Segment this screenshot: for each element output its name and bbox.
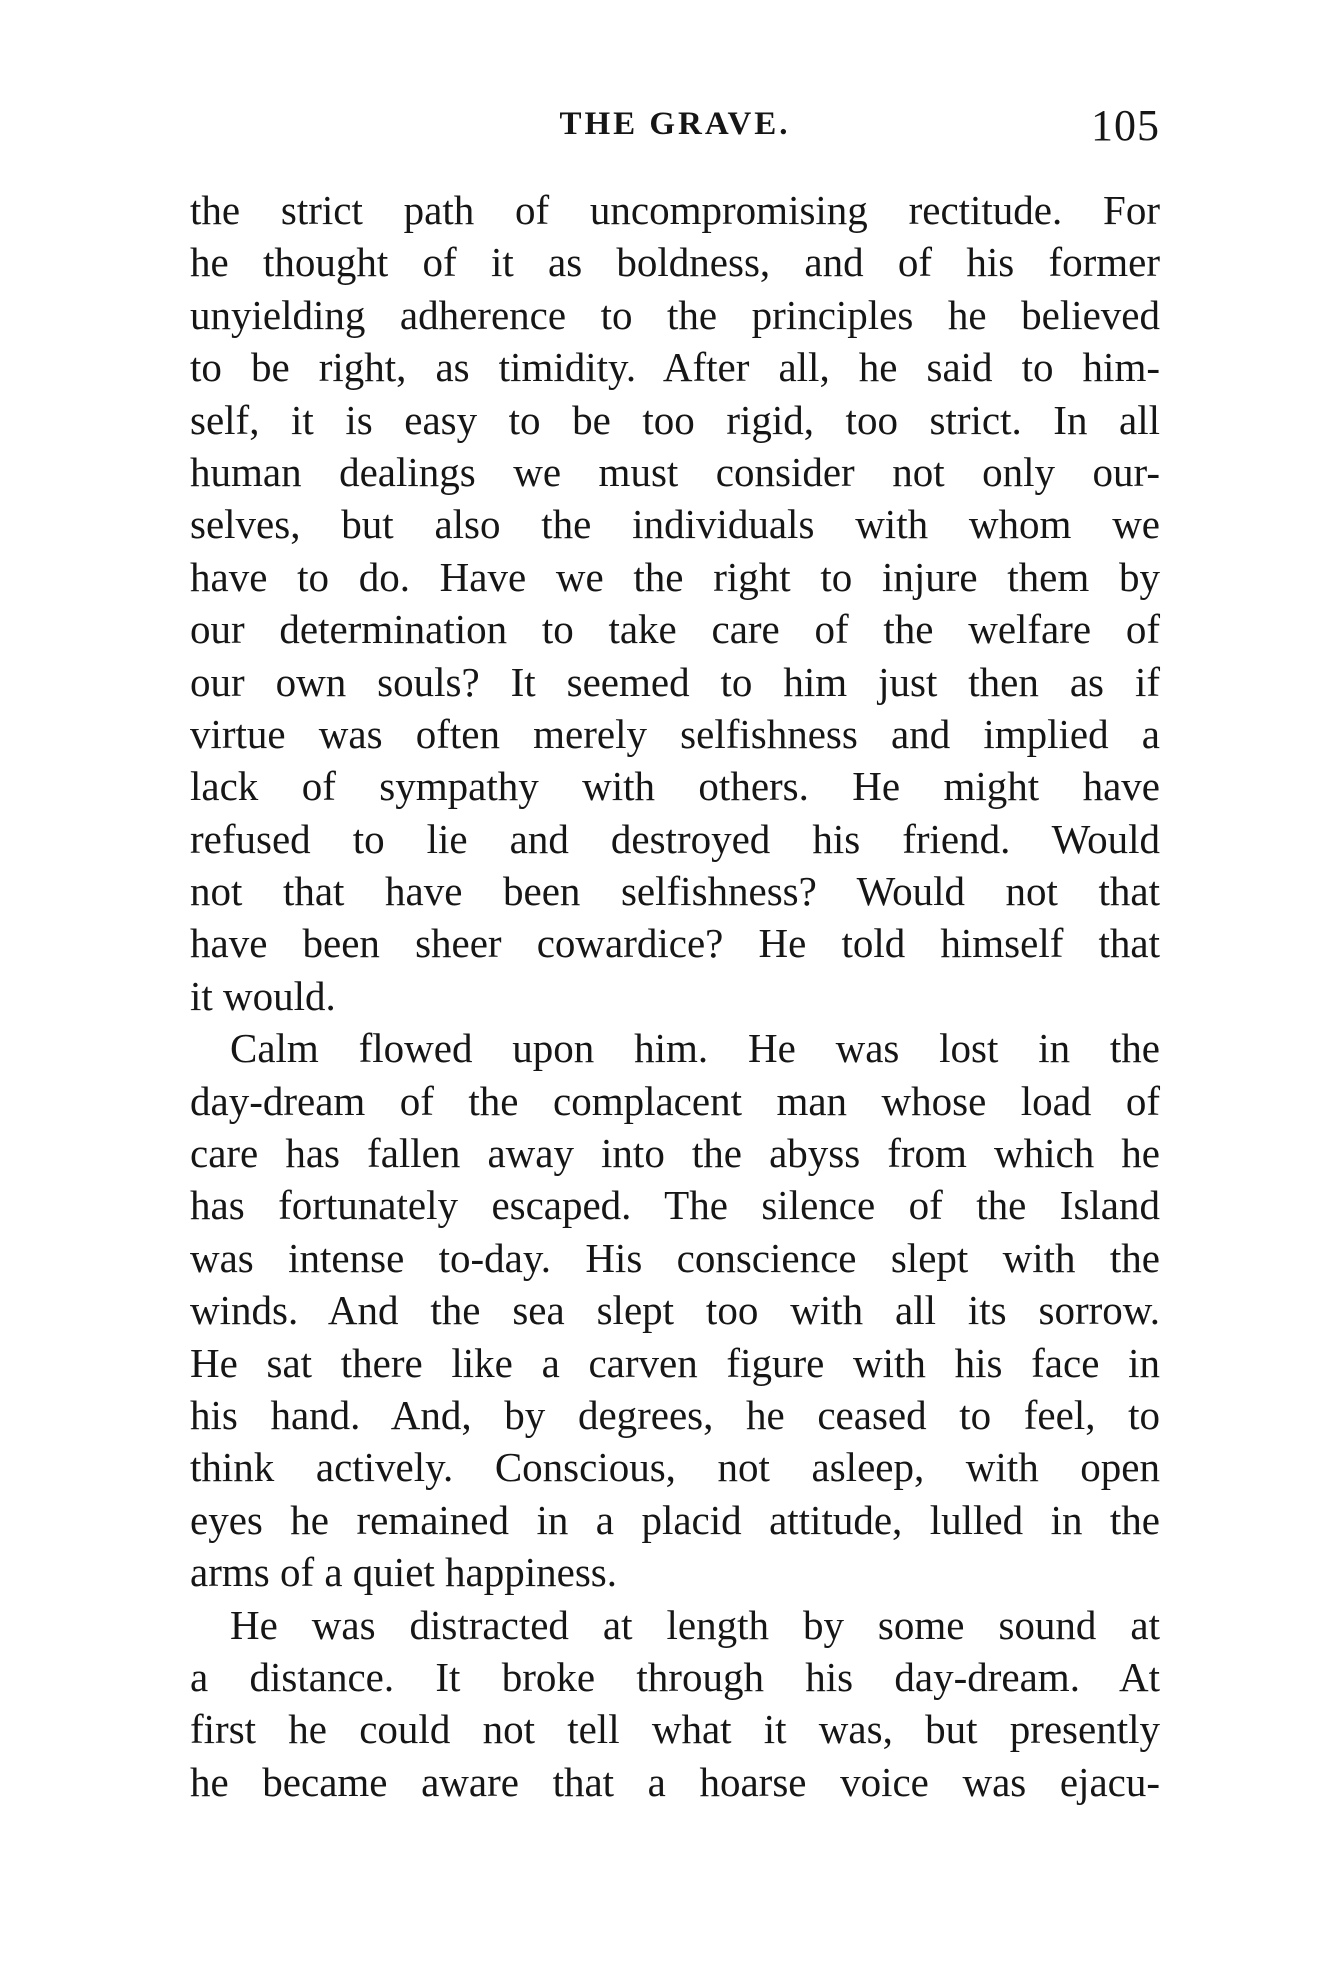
text-line: refused to lie and destroyed his friend. Would	[190, 815, 1160, 862]
text-line: He sat there like a carven figure with his face in	[190, 1339, 1160, 1386]
text-line: have to do. Have we the right to injure them by	[190, 553, 1160, 600]
text-line: lack of sympathy with others. He might have	[190, 763, 1160, 810]
text-line: a distance. It broke through his day-dream. At	[190, 1653, 1160, 1700]
text-line: unyielding adherence to the principles he believed	[190, 291, 1160, 338]
text-line: not that have been selfishness? Would not that	[190, 868, 1160, 915]
text-line: selves, but also the individuals with whom we	[190, 501, 1160, 548]
text-line: has fortunately escaped. The silence of the Island	[190, 1182, 1160, 1229]
text-line: to be right, as timidity. After all, he said to him-	[190, 344, 1160, 391]
text-line: he became aware that a hoarse voice was ejacu-	[190, 1758, 1160, 1805]
text-line: Calm flowed upon him. He was lost in the	[230, 1025, 1160, 1072]
text-line: human dealings we must consider not only our-	[190, 448, 1160, 495]
running-head	[190, 100, 1160, 160]
running-title: THE GRAVE.	[559, 106, 791, 142]
text-line: first he could not tell what it was, but presently	[190, 1706, 1160, 1753]
text-line: our own souls? It seemed to him just then as if	[190, 658, 1160, 705]
text-line: day-dream of the complacent man whose load of	[190, 1077, 1160, 1124]
text-line: our determination to take care of the welfare of	[190, 606, 1160, 653]
text-line: winds. And the sea slept too with all its sorrow.	[190, 1287, 1160, 1334]
text-line: think actively. Conscious, not asleep, with open	[190, 1444, 1160, 1491]
text-line: eyes he remained in a placid attitude, lulled in the	[190, 1496, 1160, 1543]
text-line: He was distracted at length by some sound at	[230, 1601, 1160, 1648]
body-text	[190, 184, 1160, 1808]
text-line: have been sheer cowardice? He told himself that	[190, 920, 1160, 967]
text-line: care has fallen away into the abyss from which he	[190, 1130, 1160, 1177]
text-line: arms of a quiet happiness.	[190, 1549, 617, 1596]
text-line: virtue was often merely selfishness and implied a	[190, 710, 1160, 757]
text-line: the strict path of uncompromising rectitude. For	[190, 187, 1160, 233]
text-line: it would.	[190, 972, 336, 1019]
text-line: was intense to-day. His conscience slept with the	[190, 1234, 1160, 1281]
text-line: self, it is easy to be too rigid, too strict. In all	[190, 396, 1160, 443]
page-number: 105	[1091, 101, 1160, 150]
text-line: he thought of it as boldness, and of his former	[190, 239, 1160, 286]
text-line: his hand. And, by degrees, he ceased to feel, to	[190, 1391, 1160, 1438]
